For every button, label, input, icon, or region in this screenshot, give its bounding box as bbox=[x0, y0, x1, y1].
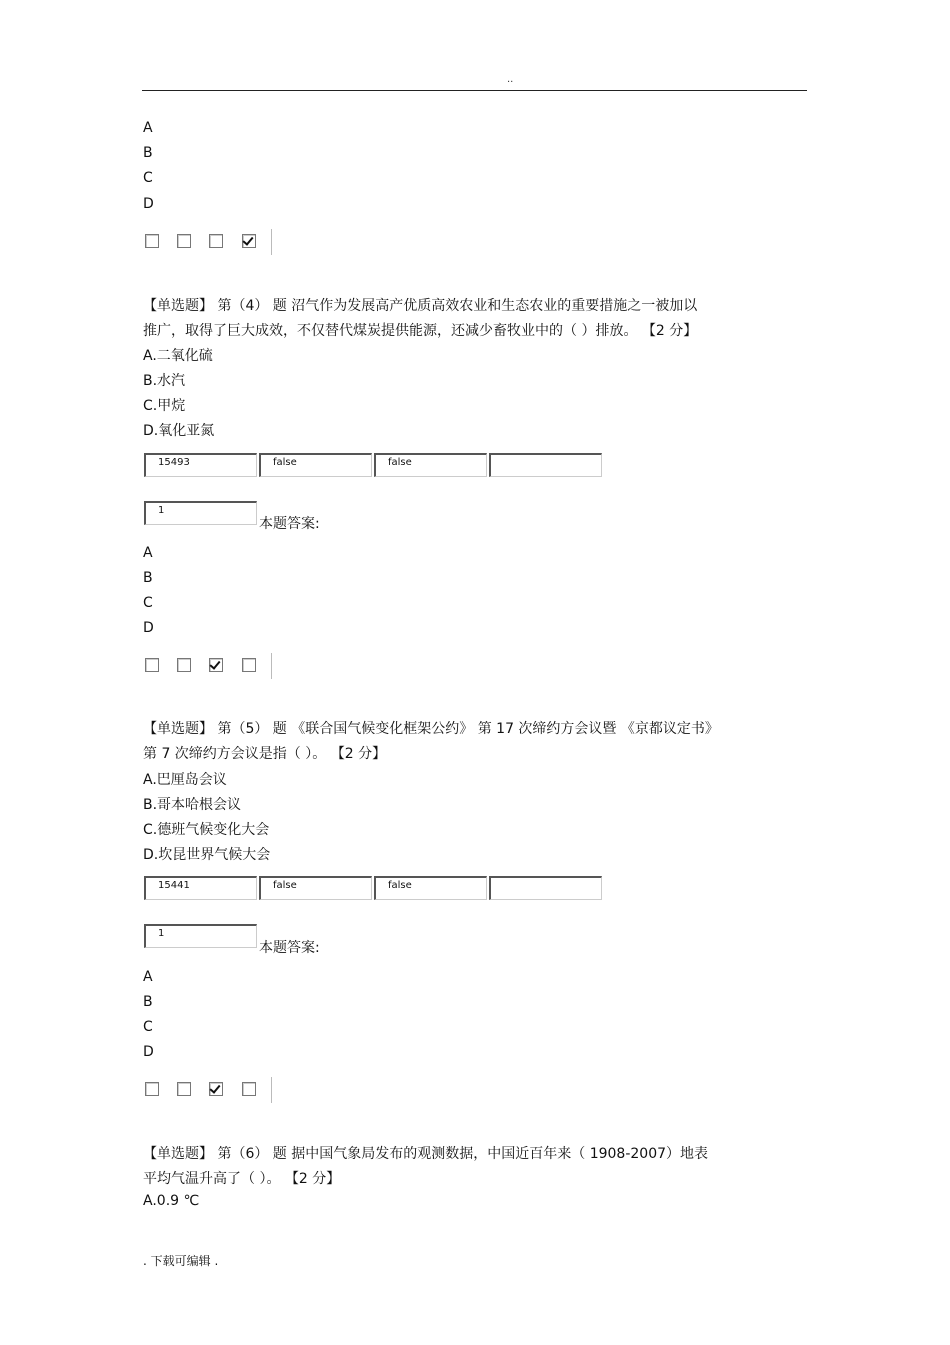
option-letter-a: A bbox=[143, 545, 153, 561]
question-4-flag-field-2[interactable]: false bbox=[374, 453, 487, 477]
checkbox-separator bbox=[271, 229, 272, 255]
option-letter-d: D bbox=[143, 1044, 154, 1060]
checkbox-b[interactable] bbox=[177, 1082, 191, 1096]
question-4-answer-field[interactable]: 1 bbox=[144, 501, 257, 525]
question-5-option-b: B.哥本哈根会议 bbox=[143, 797, 242, 813]
question-5-flag-field-2[interactable]: false bbox=[374, 876, 487, 900]
checkbox-a[interactable] bbox=[145, 1082, 159, 1096]
question-4-line-2: 推广，取得了巨大成效，不仅替代煤炭提供能源，还减少畜牧业中的（ ）排放。 【2 分】 bbox=[143, 323, 698, 339]
option-letter-d: D bbox=[143, 620, 154, 636]
checkbox-d[interactable] bbox=[242, 1082, 256, 1096]
question-5-flag-field-1[interactable]: false bbox=[259, 876, 372, 900]
question-6-line-1: 【单选题】 第（6） 题 据中国气象局发布的观测数据，中国近百年来（ 1908-2007）地表 bbox=[143, 1146, 709, 1162]
checkbox-separator bbox=[271, 653, 272, 679]
question-4-option-d: D.氧化亚氮 bbox=[143, 423, 215, 439]
question-5-id-field[interactable]: 15441 bbox=[144, 876, 257, 900]
option-letter-b: B bbox=[143, 994, 153, 1010]
header-rule bbox=[142, 90, 807, 91]
question-6-line-2: 平均气温升高了（ ）。 【2 分】 bbox=[143, 1171, 341, 1187]
header-mark: .. bbox=[507, 74, 514, 85]
option-letter-b: B bbox=[143, 145, 153, 161]
question-5-option-d: D.坎昆世界气候大会 bbox=[143, 847, 271, 863]
question-5-option-a: A.巴厘岛会议 bbox=[143, 772, 227, 788]
checkbox-d[interactable] bbox=[242, 234, 256, 248]
question-4-option-c: C.甲烷 bbox=[143, 398, 186, 414]
checkbox-separator bbox=[271, 1077, 272, 1103]
option-letter-c: C bbox=[143, 170, 153, 186]
option-letter-d: D bbox=[143, 196, 154, 212]
option-letter-b: B bbox=[143, 570, 153, 586]
checkbox-c[interactable] bbox=[209, 1082, 223, 1096]
question-4-id-field[interactable]: 15493 bbox=[144, 453, 257, 477]
question-4-flag-field-1[interactable]: false bbox=[259, 453, 372, 477]
question-5-empty-field[interactable] bbox=[489, 876, 602, 900]
question-4-option-b: B.水汽 bbox=[143, 373, 186, 389]
question-5-line-1: 【单选题】 第（5） 题 《联合国气候变化框架公约》 第 17 次缔约方会议暨 《京都议定书》 bbox=[143, 721, 719, 737]
question-5-answer-label: 本题答案: bbox=[259, 940, 320, 956]
checkbox-c[interactable] bbox=[209, 658, 223, 672]
checkbox-b[interactable] bbox=[177, 658, 191, 672]
page-footer: . 下载可编辑 . bbox=[143, 1254, 219, 1268]
checkbox-a[interactable] bbox=[145, 234, 159, 248]
question-4-answer-label: 本题答案: bbox=[259, 516, 320, 532]
question-4-empty-field[interactable] bbox=[489, 453, 602, 477]
question-6-option-a: A.0.9 ℃ bbox=[143, 1193, 200, 1209]
question-4-option-a: A.二氧化硫 bbox=[143, 348, 213, 364]
question-5-line-2: 第 7 次缔约方会议是指（ ）。 【2 分】 bbox=[143, 746, 387, 762]
checkbox-b[interactable] bbox=[177, 234, 191, 248]
checkbox-a[interactable] bbox=[145, 658, 159, 672]
option-letter-a: A bbox=[143, 120, 153, 136]
question-5-answer-field[interactable]: 1 bbox=[144, 924, 257, 948]
question-4-line-1: 【单选题】 第（4） 题 沼气作为发展高产优质高效农业和生态农业的重要措施之一被加以 bbox=[143, 298, 698, 314]
checkbox-c[interactable] bbox=[209, 234, 223, 248]
question-5-option-c: C.德班气候变化大会 bbox=[143, 822, 270, 838]
option-letter-a: A bbox=[143, 969, 153, 985]
checkbox-d[interactable] bbox=[242, 658, 256, 672]
option-letter-c: C bbox=[143, 595, 153, 611]
option-letter-c: C bbox=[143, 1019, 153, 1035]
